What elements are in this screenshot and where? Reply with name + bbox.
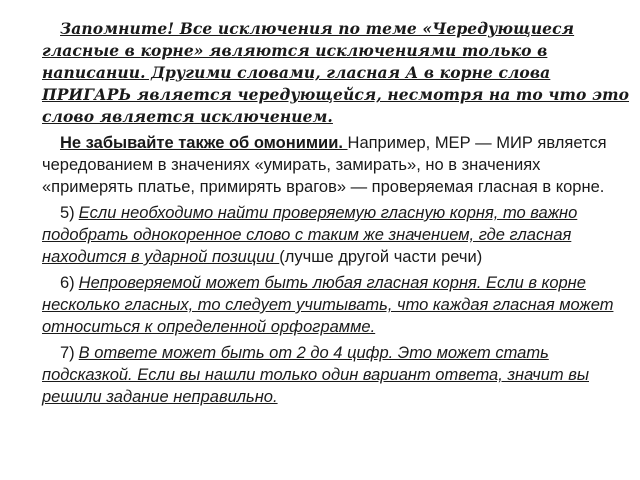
- item-emphasis: Непроверяемой может быть любая гласная корня. Если в корне несколько гласных, то следует учитывать, что каждая гласная может относиться к определенной орфограмме.: [42, 274, 614, 336]
- homonyms-text: Например, МЕР — МИР является чередованием в значениях «умирать, замирать», но в значениях «примерять платье, примирять врагов» — проверяемая гласная в корне.: [42, 134, 607, 196]
- warning-paragraph: [42, 18, 630, 128]
- item-number: 5): [60, 204, 75, 222]
- homonyms-paragraph: [42, 132, 630, 198]
- list-item-7: [42, 342, 630, 408]
- list-item-5: [42, 202, 630, 268]
- warning-text: Запомните! Все исключения по теме «Чередующиеся гласные в корне» являются исключениями только в написании. Другими словами, гласная А в корне слова ПРИГАРЬ является чередующейся, несмотря на то что это слово является исключением.: [42, 19, 630, 126]
- document-page: [42, 18, 630, 412]
- item-emphasis: В ответе может быть от 2 до 4 цифр. Это может стать подсказкой. Если вы нашли только один вариант ответа, значит вы решили задание неправильно.: [42, 344, 589, 406]
- item-number: 7): [60, 344, 75, 362]
- item-emphasis: Если необходимо найти проверяемую гласную корня, то важно подобрать однокоренное слово с таким же значением, где гласная находится в ударной позиции: [42, 204, 578, 266]
- homonyms-lead: Не забывайте также об омонимии.: [60, 134, 348, 152]
- list-item-6: [42, 272, 630, 338]
- item-tail: (лучше другой части речи): [279, 248, 483, 266]
- item-number: 6): [60, 274, 75, 292]
